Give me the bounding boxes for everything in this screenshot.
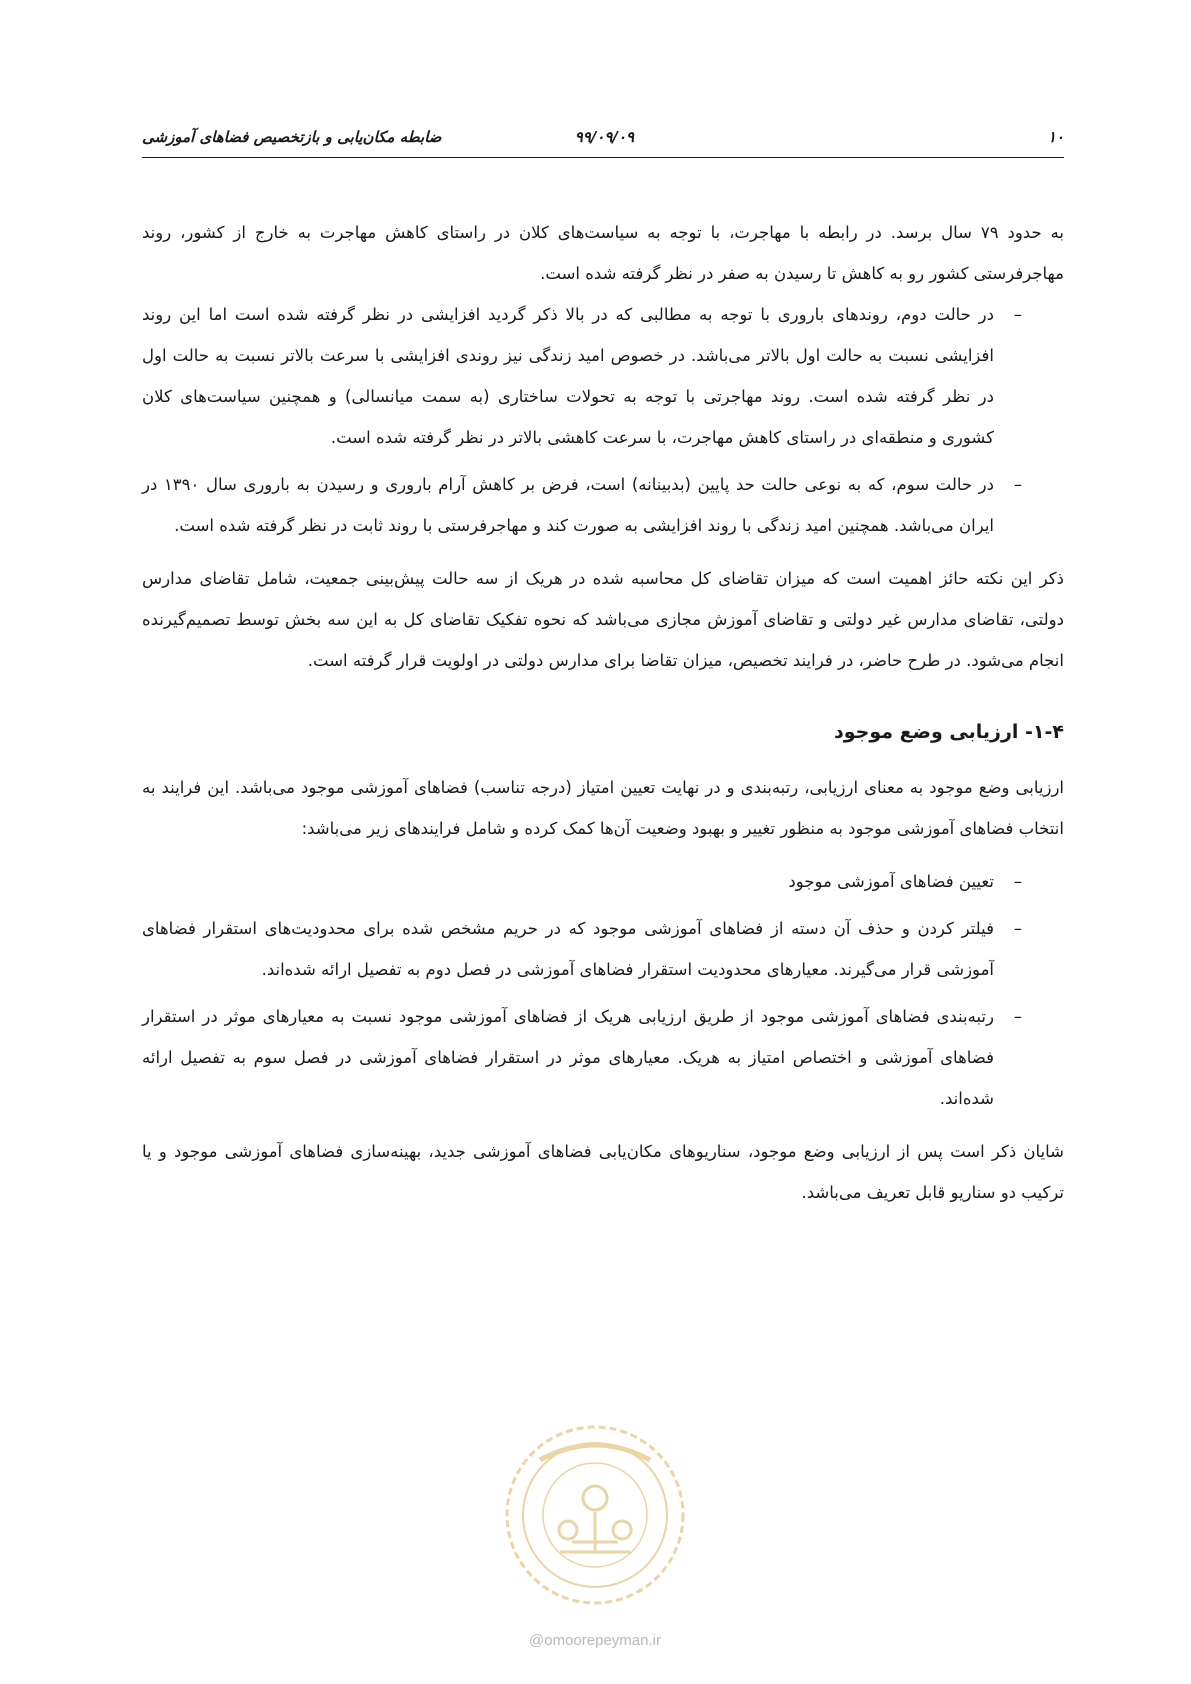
demand-paragraph: ذکر این نکته حائز اهمیت است که میزان تقاضای کل محاسبه شده در هریک از سه حالت پیش‌بینی جمعیت، شامل تقاضای مدارس دولتی، تقاضای مدارس غیر دولتی و تقاضای آموزش مجازی می‌باشد که نحوه تفکیک تقاضای کل به این سه بخش توسط تصمیم‌گیرنده انجام می‌شود. در طرح حاضر، در فرایند تخصیص، میزان تقاضا برای مدارس دولتی در اولویت قرار گرفته است. bbox=[142, 569, 1064, 670]
list-item-text: در حالت سوم، که به نوعی حالت حد پایین (بدبینانه) است، فرض بر کاهش آرام باروری و رسیدن به باروری سال ۱۳۹۰ در ایران می‌باشد. همچنین امید زندگی با روند افزایشی به صورت کند و مهاجرفرستی با روند ثابت در نظر گرفته شده است. bbox=[142, 475, 994, 535]
scenario-list bbox=[142, 294, 1064, 546]
header-date: ۹۹/۰۹/۰۹ bbox=[574, 128, 634, 146]
list-item bbox=[142, 861, 1064, 902]
dash-bullet-icon: – bbox=[1013, 305, 1022, 324]
dash-bullet-icon: – bbox=[1013, 919, 1022, 938]
section-paragraph: ارزیابی وضع موجود به معنای ارزیابی، رتبه‌بندی و در نهایت تعیین امتیاز (درجه تناسب) فضاهای آموزشی موجود می‌باشد. این فرایند به انتخاب فضاهای آموزشی موجود به منظور تغییر و بهبود وضعیت آن‌ها کمک کرده و شامل فرایندهای زیر می‌باشد: bbox=[142, 778, 1064, 838]
list-item-text: فیلتر کردن و حذف آن دسته از فضاهای آموزشی موجود که در حریم مشخص شده برای محدودیت‌های استقرار فضاهای آموزشی قرار می‌گیرند. معیارهای محدودیت استقرار فضاهای آموزشی در فصل دوم به تفصیل ارائه شده‌اند. bbox=[142, 919, 994, 979]
list-item-text: در حالت دوم، روندهای باروری با توجه به مطالبی که در بالا ذکر گردید افزایشی در نظر گرفته شده است اما این روند افزایشی نسبت به حالت اول بالاتر می‌باشد. در خصوص امید زندگی نیز روندی افزایشی با سرعت بالاتر نسبت به حالت اول در نظر گرفته شده است. روند مهاجرتی با توجه به تحولات ساختاری (به سمت میانسالی) و همچنین سیاست‌های کلان کشوری و منطقه‌ای در راستای کاهش مهاجرت، با سرعت کاهشی بالاتر در نظر گرفته شده است. bbox=[142, 305, 994, 447]
list-item bbox=[142, 908, 1064, 990]
closing-paragraph: شایان ذکر است پس از ارزیابی وضع موجود، سناریوهای مکان‌یابی فضاهای آموزشی جدید، بهینه‌سازی فضاهای آموزشی موجود و یا ترکیب دو سناریو قابل تعریف می‌باشد. bbox=[142, 1142, 1064, 1202]
watermark-seal-icon bbox=[500, 1420, 690, 1610]
list-item bbox=[142, 996, 1064, 1119]
watermark-url: @omoorepeyman.ir bbox=[529, 1632, 661, 1649]
header-title: ضابطه مکان‌یابی و بازتخصیص فضاهای آموزشی bbox=[142, 128, 442, 146]
process-list bbox=[142, 861, 1064, 1119]
dash-bullet-icon: – bbox=[1013, 872, 1022, 891]
page-header bbox=[142, 128, 1064, 152]
dash-bullet-icon: – bbox=[1013, 1007, 1022, 1026]
intro-paragraph: به حدود ۷۹ سال برسد. در رابطه با مهاجرت، با توجه به سیاست‌های کلان در راستای کاهش مهاجرت به خارج از کشور، روند مهاجرفرستی کشور رو به کاهش تا رسیدن به صفر در نظر گرفته شده است. bbox=[142, 223, 1064, 283]
header-divider bbox=[142, 157, 1064, 158]
list-item bbox=[142, 464, 1064, 546]
section-heading: ۱-۴- ارزیابی وضع موجود bbox=[833, 721, 1064, 743]
dash-bullet-icon: – bbox=[1013, 475, 1022, 494]
list-item-text: رتبه‌بندی فضاهای آموزشی موجود از طریق ارزیابی هریک از فضاهای آموزشی موجود نسبت به معیارهای موثر در استقرار فضاهای آموزشی و اختصاص امتیاز به هریک. معیارهای موثر در استقرار فضاهای آموزشی در فصل سوم به تفصیل ارائه شده‌اند. bbox=[142, 1007, 994, 1108]
list-item bbox=[142, 294, 1064, 458]
list-item-text: تعیین فضاهای آموزشی موجود bbox=[788, 872, 994, 891]
page-number: ۱۰ bbox=[1047, 128, 1064, 146]
page-body bbox=[142, 212, 1064, 1225]
